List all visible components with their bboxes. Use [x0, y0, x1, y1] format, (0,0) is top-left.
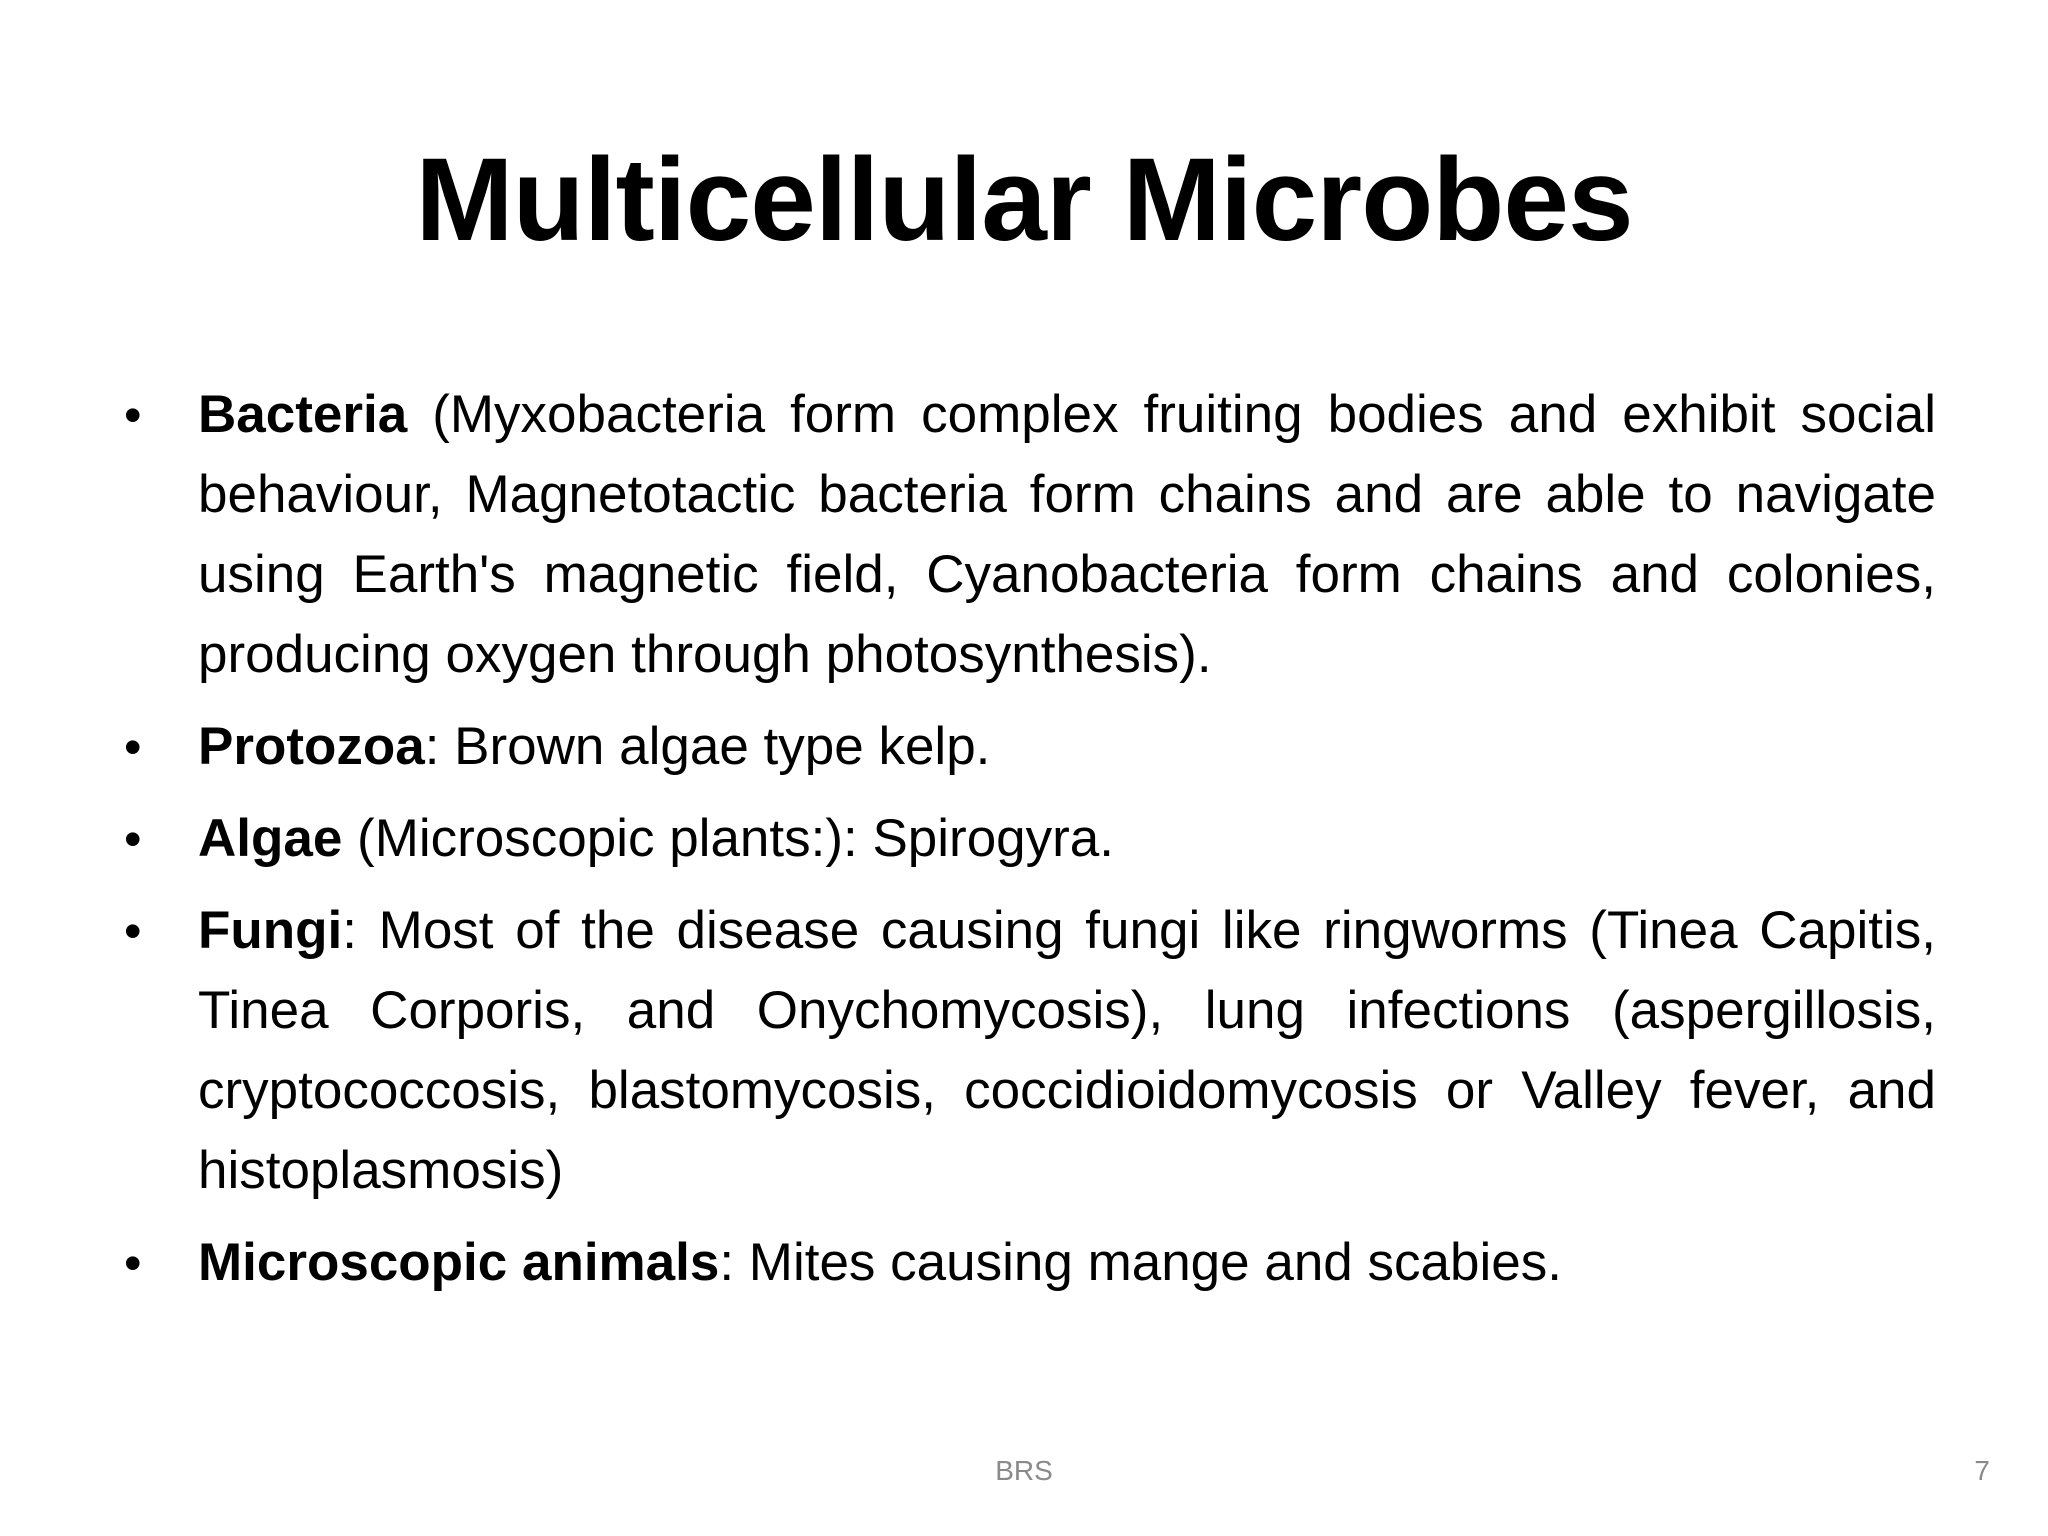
bullet-item-bacteria — [118, 375, 1936, 695]
bullet-text: : Brown algae type kelp. — [424, 717, 991, 776]
bullet-item-microscopic-animals — [118, 1223, 1936, 1303]
footer-text: BRS — [995, 1455, 1053, 1486]
bullet-term: Algae — [198, 809, 343, 868]
bullet-dot: • — [124, 1235, 142, 1291]
bullet-dot: • — [124, 719, 142, 775]
bullet-dot: • — [124, 811, 142, 867]
bullet-text: : Most of the disease causing fungi like ringworms (Tinea Capitis, Tinea Corporis, and Onychomycosis), lung infections (aspergillosis, cryptococcosis, blastomycosis, coccidioidomycosis or Valley fever, and histoplasmosis) — [198, 901, 1936, 1200]
bullet-item-fungi — [118, 891, 1936, 1211]
bullet-text: (Microscopic plants:): Spirogyra. — [342, 809, 1115, 868]
bullet-dot: • — [124, 387, 142, 443]
bullet-item-algae — [118, 799, 1936, 879]
bullet-term: Protozoa — [198, 717, 425, 776]
bullet-item-protozoa — [118, 707, 1936, 787]
bullet-dot: • — [124, 903, 142, 959]
bullet-list — [118, 375, 1936, 1315]
bullet-term: Bacteria — [198, 385, 408, 444]
bullet-term: Fungi — [198, 901, 343, 960]
bullet-text: : Mites causing mange and scabies. — [719, 1233, 1562, 1292]
bullet-term: Microscopic animals — [198, 1233, 720, 1292]
bullet-text: (Myxobacteria form complex fruiting bodies and exhibit social behaviour, Magnetotactic bacteria form chains and are able to navigate using Earth's magnetic field, Cyanobacteria form chains and colonies, producing oxygen through photosynthesis). — [198, 385, 1936, 684]
page-number: 7 — [1974, 1455, 1990, 1486]
slide-title: Multicellular Microbes — [415, 134, 1633, 266]
